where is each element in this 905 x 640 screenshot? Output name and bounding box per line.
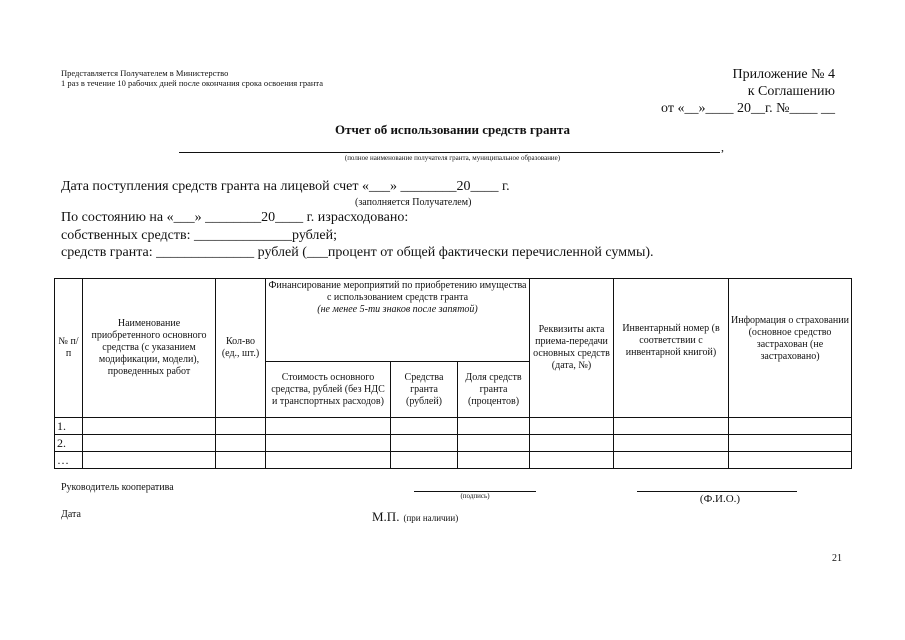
- table-cell: [216, 418, 266, 435]
- stamp-block: [372, 508, 458, 526]
- table-cell: [266, 418, 391, 435]
- recipient-comma: ,: [721, 140, 724, 154]
- stamp-note: (при наличии): [403, 513, 459, 523]
- col-header-inventory-number: Инвентарный номер (в соответствии с инвентарной книгой): [614, 279, 729, 418]
- col-header-cost: Стоимость основного средства, рублей (без НДС и транспортных расходов): [266, 362, 391, 418]
- table-cell: [530, 418, 614, 435]
- col-header-grant-amount: Средства гранта (рублей): [391, 362, 458, 418]
- table-cell: [530, 435, 614, 452]
- table-cell: [83, 418, 216, 435]
- table-cell: [614, 418, 729, 435]
- appendix-date-number: от «__»____ 20__г. №____ __: [661, 101, 835, 116]
- row-number: …: [55, 452, 83, 469]
- table-cell: [729, 418, 852, 435]
- col-header-financing-group: [266, 279, 530, 362]
- col-header-quantity: Кол-во (ед., шт.): [216, 279, 266, 418]
- table-row: [55, 435, 852, 452]
- table-cell: [614, 435, 729, 452]
- report-title: Отчет об использовании средств гранта: [334, 122, 571, 137]
- receipt-date-caption: (заполняется Получателем): [355, 197, 472, 208]
- date-label: Дата: [61, 509, 81, 520]
- table-cell: [266, 435, 391, 452]
- financing-precision-note: (не менее 5-ти знаков после запятой): [317, 304, 478, 315]
- submission-note-line1: Представляется Получателем в Министерство: [61, 68, 229, 78]
- as-of-line: По состоянию на «___» ________20____ г. израсходовано:: [61, 210, 409, 225]
- table-cell: [216, 452, 266, 469]
- table-cell: [83, 452, 216, 469]
- table-cell: [614, 452, 729, 469]
- col-header-grant-share: Доля средств гранта (процентов): [458, 362, 530, 418]
- appendix-agreement: к Соглашению: [747, 84, 835, 99]
- table-cell: [391, 418, 458, 435]
- table-cell: [83, 435, 216, 452]
- table-cell: [266, 452, 391, 469]
- col-header-number: № п/п: [55, 279, 83, 418]
- table-cell: [216, 435, 266, 452]
- table-cell: [530, 452, 614, 469]
- submission-note-line2: 1 раз в течение 10 рабочих дней после окончания срока освоения гранта: [61, 78, 323, 88]
- grant-usage-table: [54, 278, 852, 469]
- recipient-caption: (полное наименование получателя гранта, муниципальное образование): [344, 154, 561, 162]
- receipt-date-line: Дата поступления средств гранта на лицевой счет «___» ________20____ г.: [61, 179, 510, 194]
- stamp-label: М.П.: [372, 509, 400, 524]
- table-cell: [391, 435, 458, 452]
- financing-group-label: Финансирование мероприятий по приобретению имущества с использованием средств гранта: [268, 280, 527, 303]
- col-header-insurance: Информация о страховании (основное средство застрахован (не застраховано): [729, 279, 852, 418]
- row-number: 1.: [55, 418, 83, 435]
- appendix-title: Приложение № 4: [732, 67, 835, 82]
- recipient-name-line: [179, 152, 720, 153]
- table-cell: [729, 452, 852, 469]
- table-cell: [458, 418, 530, 435]
- own-funds-line: собственных средств: ______________рублей;: [61, 228, 337, 243]
- table-cell: [729, 435, 852, 452]
- col-header-transfer-act: Реквизиты акта приема-передачи основных средств (дата, №): [530, 279, 614, 418]
- page-number: 21: [832, 553, 842, 564]
- fio-caption: (Ф.И.О.): [699, 493, 741, 505]
- cooperative-head-label: Руководитель кооператива: [61, 482, 174, 493]
- table-cell: [391, 452, 458, 469]
- table-cell: [458, 452, 530, 469]
- grant-funds-line: средств гранта: ______________ рублей (___процент от общей фактически перечисленной суммы).: [61, 245, 654, 260]
- row-number: 2.: [55, 435, 83, 452]
- col-header-item-name: Наименование приобретенного основного средства (с указанием модификации, модели), проведенных работ: [83, 279, 216, 418]
- fio-line: [637, 491, 797, 492]
- table-cell: [458, 435, 530, 452]
- signature-caption: (подпись): [460, 492, 490, 500]
- table-row: [55, 452, 852, 469]
- table-row: [55, 418, 852, 435]
